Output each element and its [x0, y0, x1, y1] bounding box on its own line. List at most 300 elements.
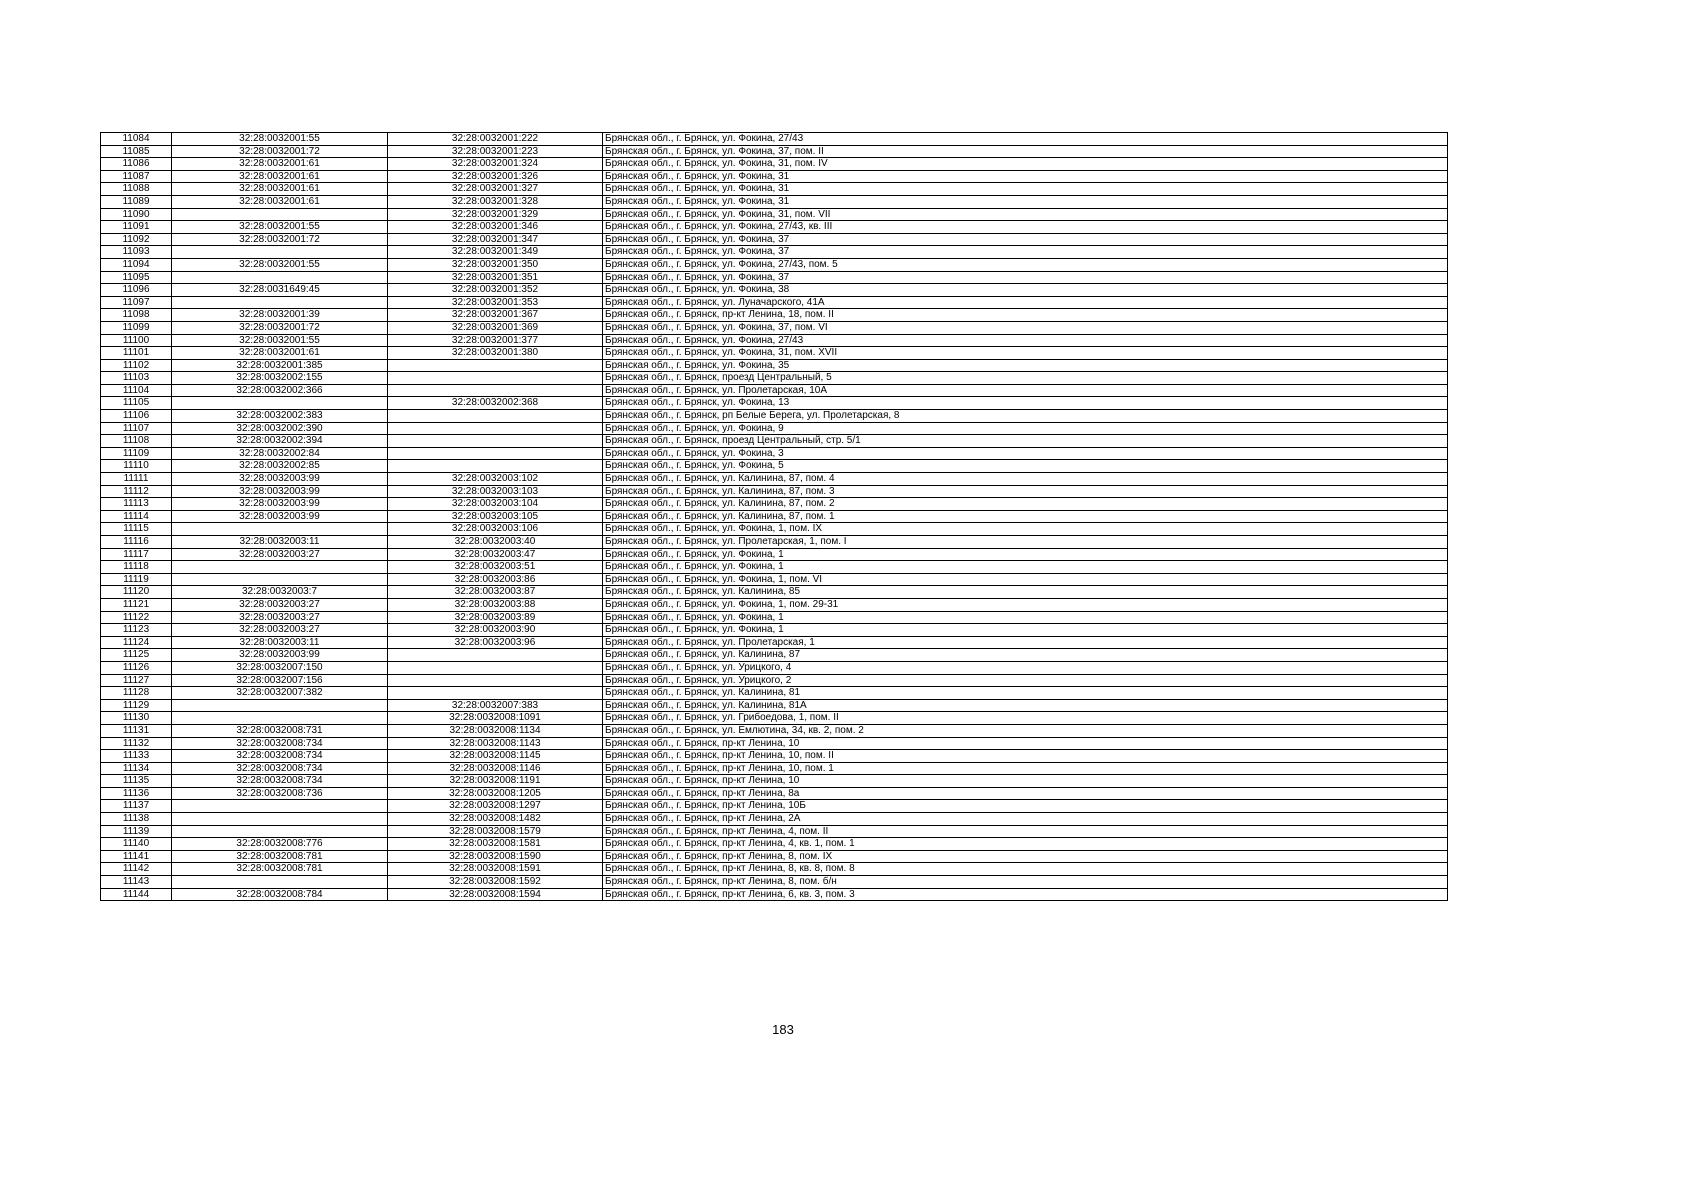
object-cadastral-number-cell	[388, 649, 603, 662]
row-number-cell: 11126	[101, 661, 172, 674]
object-cadastral-number-cell	[388, 460, 603, 473]
row-number-cell: 11108	[101, 435, 172, 448]
row-number-cell: 11086	[101, 158, 172, 171]
table-row	[101, 863, 1448, 876]
address-cell: Брянская обл., г. Брянск, ул. Калинина, 87, пом. 4	[603, 473, 1448, 486]
address-cell: Брянская обл., г. Брянск, пр-кт Ленина, 6, кв. 3, пом. 3	[603, 888, 1448, 901]
object-cadastral-number-cell: 32:28:0032008:1592	[388, 876, 603, 889]
land-cadastral-number-cell: 32:28:0032002:366	[172, 384, 388, 397]
land-cadastral-number-cell: 32:28:0032008:734	[172, 750, 388, 763]
land-cadastral-number-cell	[172, 800, 388, 813]
row-number-cell: 11130	[101, 712, 172, 725]
address-cell: Брянская обл., г. Брянск, ул. Фокина, 37	[603, 246, 1448, 259]
object-cadastral-number-cell: 32:28:0032003:105	[388, 510, 603, 523]
object-cadastral-number-cell: 32:28:0032003:86	[388, 573, 603, 586]
address-cell: Брянская обл., г. Брянск, ул. Урицкого, 4	[603, 661, 1448, 674]
object-cadastral-number-cell: 32:28:0032008:1146	[388, 762, 603, 775]
address-cell: Брянская обл., г. Брянск, ул. Фокина, 31	[603, 183, 1448, 196]
address-cell: Брянская обл., г. Брянск, ул. Фокина, 31	[603, 195, 1448, 208]
address-cell: Брянская обл., г. Брянск, пр-кт Ленина, 8, пом. б/н	[603, 876, 1448, 889]
land-cadastral-number-cell: 32:28:0032002:84	[172, 447, 388, 460]
object-cadastral-number-cell: 32:28:0032001:346	[388, 221, 603, 234]
table-row	[101, 422, 1448, 435]
land-cadastral-number-cell: 32:28:0032001:55	[172, 258, 388, 271]
table-row	[101, 183, 1448, 196]
land-cadastral-number-cell: 32:28:0032008:736	[172, 787, 388, 800]
object-cadastral-number-cell: 32:28:0032007:383	[388, 699, 603, 712]
row-number-cell: 11094	[101, 258, 172, 271]
table-row	[101, 195, 1448, 208]
address-cell: Брянская обл., г. Брянск, ул. Пролетарская, 1	[603, 636, 1448, 649]
address-cell: Брянская обл., г. Брянск, ул. Фокина, 37, пом. II	[603, 145, 1448, 158]
land-cadastral-number-cell: 32:28:0032003:27	[172, 611, 388, 624]
table-row	[101, 334, 1448, 347]
object-cadastral-number-cell: 32:28:0032001:347	[388, 233, 603, 246]
row-number-cell: 11142	[101, 863, 172, 876]
table-row	[101, 271, 1448, 284]
land-cadastral-number-cell	[172, 813, 388, 826]
object-cadastral-number-cell	[388, 359, 603, 372]
table-row	[101, 888, 1448, 901]
land-cadastral-number-cell: 32:28:0032008:734	[172, 762, 388, 775]
table-row	[101, 510, 1448, 523]
land-cadastral-number-cell: 32:28:0032008:734	[172, 737, 388, 750]
row-number-cell: 11135	[101, 775, 172, 788]
land-cadastral-number-cell: 32:28:0032002:155	[172, 372, 388, 385]
object-cadastral-number-cell: 32:28:0032008:1143	[388, 737, 603, 750]
land-cadastral-number-cell: 32:28:0032008:776	[172, 838, 388, 851]
table-row	[101, 649, 1448, 662]
object-cadastral-number-cell: 32:28:0032001:327	[388, 183, 603, 196]
address-cell: Брянская обл., г. Брянск, ул. Калинина, 87, пом. 3	[603, 485, 1448, 498]
object-cadastral-number-cell: 32:28:0032001:352	[388, 284, 603, 297]
land-cadastral-number-cell	[172, 876, 388, 889]
land-cadastral-number-cell: 32:28:0032003:7	[172, 586, 388, 599]
land-cadastral-number-cell: 32:28:0032002:390	[172, 422, 388, 435]
land-cadastral-number-cell: 32:28:0032001:55	[172, 221, 388, 234]
land-cadastral-number-cell: 32:28:0032008:784	[172, 888, 388, 901]
row-number-cell: 11095	[101, 271, 172, 284]
row-number-cell: 11122	[101, 611, 172, 624]
row-number-cell: 11099	[101, 321, 172, 334]
land-cadastral-number-cell: 32:28:0032002:85	[172, 460, 388, 473]
land-cadastral-number-cell: 32:28:0032003:99	[172, 649, 388, 662]
row-number-cell: 11113	[101, 498, 172, 511]
row-number-cell: 11110	[101, 460, 172, 473]
address-cell: Брянская обл., г. Брянск, пр-кт Ленина, 10	[603, 737, 1448, 750]
address-cell: Брянская обл., г. Брянск, ул. Фокина, 31, пом. XVII	[603, 347, 1448, 360]
object-cadastral-number-cell: 32:28:0032008:1145	[388, 750, 603, 763]
land-cadastral-number-cell	[172, 573, 388, 586]
table-row	[101, 460, 1448, 473]
address-cell: Брянская обл., г. Брянск, пр-кт Ленина, 8а	[603, 787, 1448, 800]
address-cell: Брянская обл., г. Брянск, ул. Фокина, 9	[603, 422, 1448, 435]
table-row	[101, 624, 1448, 637]
land-cadastral-number-cell	[172, 246, 388, 259]
row-number-cell: 11084	[101, 133, 172, 146]
table-row	[101, 850, 1448, 863]
row-number-cell: 11136	[101, 787, 172, 800]
land-cadastral-number-cell: 32:28:0032008:781	[172, 850, 388, 863]
table-row	[101, 825, 1448, 838]
row-number-cell: 11091	[101, 221, 172, 234]
land-cadastral-number-cell: 32:28:0032003:99	[172, 510, 388, 523]
land-cadastral-number-cell	[172, 825, 388, 838]
land-cadastral-number-cell: 32:28:0032001:61	[172, 195, 388, 208]
address-cell: Брянская обл., г. Брянск, пр-кт Ленина, 4, кв. 1, пом. 1	[603, 838, 1448, 851]
table-row	[101, 158, 1448, 171]
object-cadastral-number-cell: 32:28:0032001:223	[388, 145, 603, 158]
table-row	[101, 296, 1448, 309]
address-cell: Брянская обл., г. Брянск, ул. Грибоедова, 1, пом. II	[603, 712, 1448, 725]
land-cadastral-number-cell: 32:28:0032003:99	[172, 485, 388, 498]
object-cadastral-number-cell: 32:28:0032001:326	[388, 170, 603, 183]
land-cadastral-number-cell: 32:28:0032001:72	[172, 321, 388, 334]
land-cadastral-number-cell: 32:28:0032007:382	[172, 687, 388, 700]
row-number-cell: 11121	[101, 598, 172, 611]
land-cadastral-number-cell: 32:28:0032001:61	[172, 170, 388, 183]
address-cell: Брянская обл., г. Брянск, ул. Фокина, 13	[603, 397, 1448, 410]
land-cadastral-number-cell: 32:28:0032003:99	[172, 498, 388, 511]
table-row	[101, 133, 1448, 146]
table-row	[101, 284, 1448, 297]
object-cadastral-number-cell: 32:28:0032008:1205	[388, 787, 603, 800]
row-number-cell: 11116	[101, 536, 172, 549]
table-row	[101, 548, 1448, 561]
row-number-cell: 11132	[101, 737, 172, 750]
row-number-cell: 11128	[101, 687, 172, 700]
object-cadastral-number-cell: 32:28:0032008:1297	[388, 800, 603, 813]
object-cadastral-number-cell: 32:28:0032008:1134	[388, 724, 603, 737]
object-cadastral-number-cell	[388, 687, 603, 700]
object-cadastral-number-cell: 32:28:0032008:1590	[388, 850, 603, 863]
object-cadastral-number-cell	[388, 447, 603, 460]
object-cadastral-number-cell: 32:28:0032001:329	[388, 208, 603, 221]
object-cadastral-number-cell: 32:28:0032001:349	[388, 246, 603, 259]
land-cadastral-number-cell: 32:28:0032001:55	[172, 334, 388, 347]
table-row	[101, 636, 1448, 649]
land-cadastral-number-cell: 32:28:0032001:61	[172, 347, 388, 360]
object-cadastral-number-cell: 32:28:0032001:222	[388, 133, 603, 146]
table-row	[101, 233, 1448, 246]
row-number-cell: 11085	[101, 145, 172, 158]
address-cell: Брянская обл., г. Брянск, ул. Калинина, 87, пом. 1	[603, 510, 1448, 523]
table-row	[101, 145, 1448, 158]
table-row	[101, 372, 1448, 385]
row-number-cell: 11117	[101, 548, 172, 561]
table-row	[101, 699, 1448, 712]
address-cell: Брянская обл., г. Брянск, ул. Пролетарская, 10А	[603, 384, 1448, 397]
table-row	[101, 258, 1448, 271]
address-cell: Брянская обл., г. Брянск, ул. Фокина, 1	[603, 548, 1448, 561]
row-number-cell: 11114	[101, 510, 172, 523]
address-cell: Брянская обл., г. Брянск, ул. Фокина, 3	[603, 447, 1448, 460]
row-number-cell: 11115	[101, 523, 172, 536]
table-row	[101, 359, 1448, 372]
object-cadastral-number-cell: 32:28:0032008:1482	[388, 813, 603, 826]
object-cadastral-number-cell: 32:28:0032008:1591	[388, 863, 603, 876]
land-cadastral-number-cell: 32:28:0032001:39	[172, 309, 388, 322]
row-number-cell: 11134	[101, 762, 172, 775]
address-cell: Брянская обл., г. Брянск, ул. Пролетарская, 1, пом. I	[603, 536, 1448, 549]
object-cadastral-number-cell: 32:28:0032001:328	[388, 195, 603, 208]
land-cadastral-number-cell	[172, 712, 388, 725]
row-number-cell: 11097	[101, 296, 172, 309]
row-number-cell: 11133	[101, 750, 172, 763]
land-cadastral-number-cell: 32:28:0032001:72	[172, 233, 388, 246]
address-cell: Брянская обл., г. Брянск, пр-кт Ленина, 10, пом. 1	[603, 762, 1448, 775]
table-row	[101, 876, 1448, 889]
land-cadastral-number-cell: 32:28:0032007:150	[172, 661, 388, 674]
object-cadastral-number-cell: 32:28:0032001:353	[388, 296, 603, 309]
row-number-cell: 11101	[101, 347, 172, 360]
row-number-cell: 11138	[101, 813, 172, 826]
row-number-cell: 11129	[101, 699, 172, 712]
object-cadastral-number-cell: 32:28:0032003:104	[388, 498, 603, 511]
table-row	[101, 447, 1448, 460]
object-cadastral-number-cell	[388, 422, 603, 435]
land-cadastral-number-cell: 32:28:0032003:27	[172, 548, 388, 561]
object-cadastral-number-cell: 32:28:0032008:1579	[388, 825, 603, 838]
row-number-cell: 11092	[101, 233, 172, 246]
table-row	[101, 498, 1448, 511]
land-cadastral-number-cell: 32:28:0032001:385	[172, 359, 388, 372]
address-cell: Брянская обл., г. Брянск, проезд Центральный, стр. 5/1	[603, 435, 1448, 448]
land-cadastral-number-cell: 32:28:0032008:734	[172, 775, 388, 788]
address-cell: Брянская обл., г. Брянск, ул. Фокина, 27/43	[603, 334, 1448, 347]
object-cadastral-number-cell: 32:28:0032001:367	[388, 309, 603, 322]
row-number-cell: 11109	[101, 447, 172, 460]
address-cell: Брянская обл., г. Брянск, рп Белые Берега, ул. Пролетарская, 8	[603, 410, 1448, 423]
table-row	[101, 523, 1448, 536]
land-cadastral-number-cell	[172, 561, 388, 574]
table-row	[101, 309, 1448, 322]
object-cadastral-number-cell: 32:28:0032003:106	[388, 523, 603, 536]
row-number-cell: 11139	[101, 825, 172, 838]
object-cadastral-number-cell: 32:28:0032001:377	[388, 334, 603, 347]
land-cadastral-number-cell	[172, 296, 388, 309]
address-cell: Брянская обл., г. Брянск, пр-кт Ленина, 10	[603, 775, 1448, 788]
object-cadastral-number-cell: 32:28:0032001:351	[388, 271, 603, 284]
row-number-cell: 11123	[101, 624, 172, 637]
address-cell: Брянская обл., г. Брянск, ул. Калинина, 87, пом. 2	[603, 498, 1448, 511]
table-row	[101, 787, 1448, 800]
address-cell: Брянская обл., г. Брянск, ул. Фокина, 1, пом. 29-31	[603, 598, 1448, 611]
row-number-cell: 11141	[101, 850, 172, 863]
address-cell: Брянская обл., г. Брянск, ул. Фокина, 27/43, кв. III	[603, 221, 1448, 234]
land-cadastral-number-cell: 32:28:0032001:72	[172, 145, 388, 158]
object-cadastral-number-cell: 32:28:0032002:368	[388, 397, 603, 410]
row-number-cell: 11137	[101, 800, 172, 813]
land-cadastral-number-cell	[172, 271, 388, 284]
object-cadastral-number-cell: 32:28:0032001:369	[388, 321, 603, 334]
address-cell: Брянская обл., г. Брянск, ул. Фокина, 31, пом. IV	[603, 158, 1448, 171]
table-row	[101, 737, 1448, 750]
row-number-cell: 11096	[101, 284, 172, 297]
address-cell: Брянская обл., г. Брянск, пр-кт Ленина, 18, пом. II	[603, 309, 1448, 322]
row-number-cell: 11087	[101, 170, 172, 183]
object-cadastral-number-cell: 32:28:0032001:324	[388, 158, 603, 171]
object-cadastral-number-cell	[388, 661, 603, 674]
land-cadastral-number-cell	[172, 397, 388, 410]
row-number-cell: 11131	[101, 724, 172, 737]
address-cell: Брянская обл., г. Брянск, ул. Фокина, 35	[603, 359, 1448, 372]
land-cadastral-number-cell: 32:28:0032002:394	[172, 435, 388, 448]
table-row	[101, 473, 1448, 486]
table-row	[101, 611, 1448, 624]
row-number-cell: 11104	[101, 384, 172, 397]
object-cadastral-number-cell: 32:28:0032003:87	[388, 586, 603, 599]
table-row	[101, 410, 1448, 423]
table-row	[101, 397, 1448, 410]
land-cadastral-number-cell: 32:28:0032003:27	[172, 598, 388, 611]
row-number-cell: 11143	[101, 876, 172, 889]
land-cadastral-number-cell: 32:28:0032003:11	[172, 536, 388, 549]
land-cadastral-number-cell: 32:28:0032001:61	[172, 183, 388, 196]
row-number-cell: 11102	[101, 359, 172, 372]
object-cadastral-number-cell	[388, 410, 603, 423]
table-row	[101, 598, 1448, 611]
table-row	[101, 170, 1448, 183]
address-cell: Брянская обл., г. Брянск, ул. Калинина, 85	[603, 586, 1448, 599]
row-number-cell: 11127	[101, 674, 172, 687]
address-cell: Брянская обл., г. Брянск, ул. Фокина, 37, пом. VI	[603, 321, 1448, 334]
table-row	[101, 661, 1448, 674]
land-cadastral-number-cell: 32:28:0032002:383	[172, 410, 388, 423]
land-cadastral-number-cell: 32:28:0031649:45	[172, 284, 388, 297]
address-cell: Брянская обл., г. Брянск, пр-кт Ленина, 10Б	[603, 800, 1448, 813]
land-cadastral-number-cell	[172, 208, 388, 221]
address-cell: Брянская обл., г. Брянск, ул. Фокина, 27/43	[603, 133, 1448, 146]
address-cell: Брянская обл., г. Брянск, ул. Фокина, 38	[603, 284, 1448, 297]
object-cadastral-number-cell: 32:28:0032003:103	[388, 485, 603, 498]
row-number-cell: 11100	[101, 334, 172, 347]
row-number-cell: 11089	[101, 195, 172, 208]
object-cadastral-number-cell	[388, 435, 603, 448]
table-row	[101, 208, 1448, 221]
address-cell: Брянская обл., г. Брянск, ул. Фокина, 1, пом. VI	[603, 573, 1448, 586]
object-cadastral-number-cell: 32:28:0032008:1594	[388, 888, 603, 901]
row-number-cell: 11098	[101, 309, 172, 322]
row-number-cell: 11107	[101, 422, 172, 435]
object-cadastral-number-cell: 32:28:0032008:1191	[388, 775, 603, 788]
address-cell: Брянская обл., г. Брянск, ул. Фокина, 5	[603, 460, 1448, 473]
address-cell: Брянская обл., г. Брянск, ул. Фокина, 1, пом. IX	[603, 523, 1448, 536]
row-number-cell: 11090	[101, 208, 172, 221]
table-row	[101, 573, 1448, 586]
land-cadastral-number-cell: 32:28:0032003:11	[172, 636, 388, 649]
land-cadastral-number-cell: 32:28:0032003:99	[172, 473, 388, 486]
table-row	[101, 813, 1448, 826]
object-cadastral-number-cell	[388, 372, 603, 385]
table-row	[101, 838, 1448, 851]
row-number-cell: 11119	[101, 573, 172, 586]
object-cadastral-number-cell: 32:28:0032001:350	[388, 258, 603, 271]
land-cadastral-number-cell: 32:28:0032001:55	[172, 133, 388, 146]
address-cell: Брянская обл., г. Брянск, пр-кт Ленина, 4, пом. II	[603, 825, 1448, 838]
table-row	[101, 536, 1448, 549]
address-cell: Брянская обл., г. Брянск, ул. Урицкого, 2	[603, 674, 1448, 687]
table-row	[101, 221, 1448, 234]
registry-table	[100, 132, 1448, 901]
land-cadastral-number-cell: 32:28:0032008:731	[172, 724, 388, 737]
table-row	[101, 586, 1448, 599]
row-number-cell: 11093	[101, 246, 172, 259]
table-row	[101, 435, 1448, 448]
table-row	[101, 750, 1448, 763]
row-number-cell: 11120	[101, 586, 172, 599]
object-cadastral-number-cell: 32:28:0032008:1091	[388, 712, 603, 725]
address-cell: Брянская обл., г. Брянск, ул. Фокина, 37	[603, 233, 1448, 246]
row-number-cell: 11124	[101, 636, 172, 649]
address-cell: Брянская обл., г. Брянск, проезд Центральный, 5	[603, 372, 1448, 385]
address-cell: Брянская обл., г. Брянск, ул. Фокина, 27/43, пом. 5	[603, 258, 1448, 271]
object-cadastral-number-cell: 32:28:0032008:1581	[388, 838, 603, 851]
table-row	[101, 762, 1448, 775]
object-cadastral-number-cell	[388, 384, 603, 397]
address-cell: Брянская обл., г. Брянск, пр-кт Ленина, 10, пом. II	[603, 750, 1448, 763]
object-cadastral-number-cell: 32:28:0032003:96	[388, 636, 603, 649]
address-cell: Брянская обл., г. Брянск, ул. Фокина, 31	[603, 170, 1448, 183]
address-cell: Брянская обл., г. Брянск, ул. Фокина, 1	[603, 624, 1448, 637]
table-row	[101, 321, 1448, 334]
table-row	[101, 800, 1448, 813]
table-row	[101, 246, 1448, 259]
land-cadastral-number-cell	[172, 523, 388, 536]
table-row	[101, 687, 1448, 700]
table-row	[101, 347, 1448, 360]
row-number-cell: 11144	[101, 888, 172, 901]
address-cell: Брянская обл., г. Брянск, ул. Емлютина, 34, кв. 2, пом. 2	[603, 724, 1448, 737]
address-cell: Брянская обл., г. Брянск, ул. Калинина, 87	[603, 649, 1448, 662]
row-number-cell: 11112	[101, 485, 172, 498]
object-cadastral-number-cell: 32:28:0032003:90	[388, 624, 603, 637]
row-number-cell: 11140	[101, 838, 172, 851]
address-cell: Брянская обл., г. Брянск, ул. Фокина, 37	[603, 271, 1448, 284]
address-cell: Брянская обл., г. Брянск, пр-кт Ленина, 8, кв. 8, пом. 8	[603, 863, 1448, 876]
address-cell: Брянская обл., г. Брянск, ул. Фокина, 31, пом. VII	[603, 208, 1448, 221]
object-cadastral-number-cell: 32:28:0032003:51	[388, 561, 603, 574]
address-cell: Брянская обл., г. Брянск, ул. Фокина, 1	[603, 561, 1448, 574]
table-row	[101, 712, 1448, 725]
object-cadastral-number-cell: 32:28:0032003:102	[388, 473, 603, 486]
object-cadastral-number-cell: 32:28:0032003:88	[388, 598, 603, 611]
row-number-cell: 11125	[101, 649, 172, 662]
registry-table-body	[101, 133, 1448, 901]
address-cell: Брянская обл., г. Брянск, ул. Фокина, 1	[603, 611, 1448, 624]
table-row	[101, 384, 1448, 397]
address-cell: Брянская обл., г. Брянск, ул. Калинина, 81	[603, 687, 1448, 700]
object-cadastral-number-cell: 32:28:0032003:47	[388, 548, 603, 561]
object-cadastral-number-cell: 32:28:0032003:40	[388, 536, 603, 549]
row-number-cell: 11103	[101, 372, 172, 385]
address-cell: Брянская обл., г. Брянск, пр-кт Ленина, 8, пом. IX	[603, 850, 1448, 863]
land-cadastral-number-cell: 32:28:0032003:27	[172, 624, 388, 637]
land-cadastral-number-cell: 32:28:0032001:61	[172, 158, 388, 171]
table-row	[101, 485, 1448, 498]
address-cell: Брянская обл., г. Брянск, ул. Калинина, 81А	[603, 699, 1448, 712]
table-row	[101, 775, 1448, 788]
page-number: 183	[772, 1022, 794, 1037]
address-cell: Брянская обл., г. Брянск, ул. Луначарского, 41А	[603, 296, 1448, 309]
address-cell: Брянская обл., г. Брянск, пр-кт Ленина, 2А	[603, 813, 1448, 826]
object-cadastral-number-cell: 32:28:0032003:89	[388, 611, 603, 624]
row-number-cell: 11111	[101, 473, 172, 486]
row-number-cell: 11118	[101, 561, 172, 574]
table-row	[101, 724, 1448, 737]
table-row	[101, 674, 1448, 687]
row-number-cell: 11105	[101, 397, 172, 410]
